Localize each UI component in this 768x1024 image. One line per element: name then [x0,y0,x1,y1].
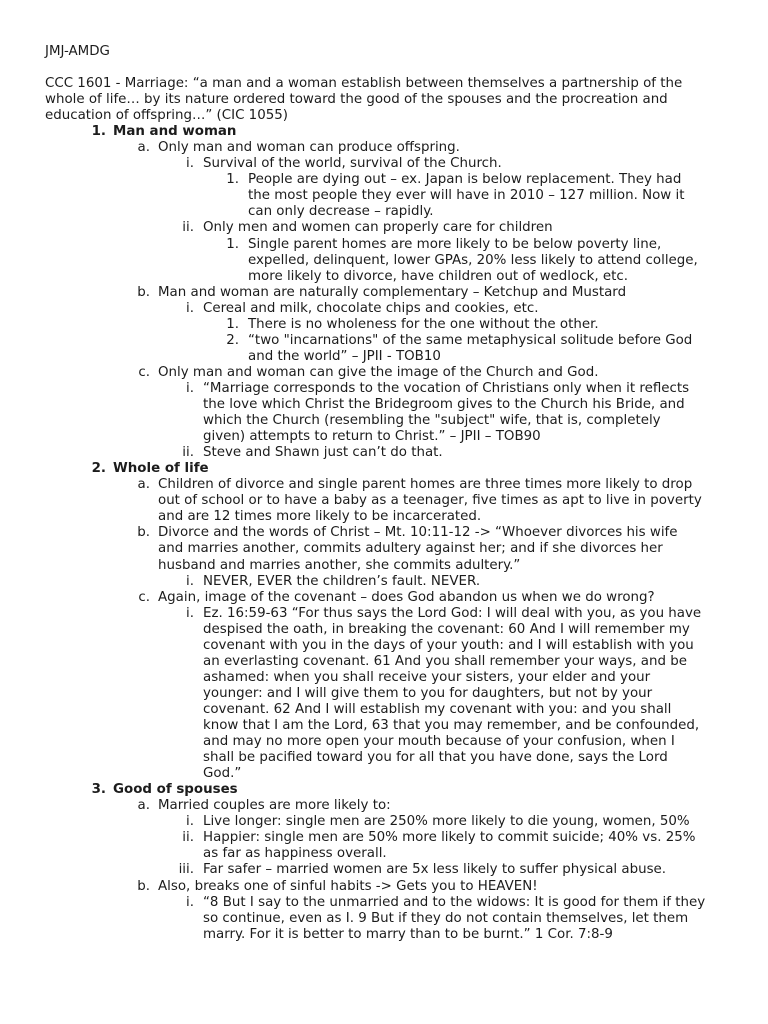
list-marker: i. [186,380,194,396]
list-item-text: the love which Christ the Bridegroom gives to the Church his Bride, and [203,397,685,412]
list-marker: i. [186,894,194,910]
list-marker: 1. [226,236,239,252]
section-heading: Whole of life [113,461,209,477]
list-item-text: Only man and woman can give the image of the Church and God. [158,364,599,380]
list-item-text: Man and woman are naturally complementary – Ketchup and Mustard [158,284,627,300]
list-item-text: given) attempts to return to Christ.” – JPII – TOB90 [203,429,541,445]
list-item-text: expelled, delinquent, lower GPAs, 20% less likely to attend college, [248,252,698,268]
list-marker: iii. [178,862,194,878]
list-item-text: which the Church (resembling the "subject" wife, that is, completely [203,413,661,429]
list-item-text: “two "incarnations" of the same metaphysical solitude before God [248,332,693,348]
list-item-text: younger: and I will give them to you for daughters, but not by your [203,685,653,701]
list-item-text: the most people they ever will have in 2010 – 127 million. Now it [248,188,685,204]
list-marker: ii. [182,830,194,846]
list-item-text: Happier: single men are 50% more likely to commit suicide; 40% vs. 25% [203,830,696,846]
list-item-text: shall be pacified toward you for all that you have done, says the Lord [203,750,668,766]
list-item-text: more likely to divorce, have children out of wedlock, etc. [248,268,628,284]
list-item-text: can only decrease – rapidly. [248,204,434,220]
section-heading: Man and woman [113,124,237,140]
list-item-text: Single parent homes are more likely to be below poverty line, [248,236,662,252]
list-item-text: out of school or to have a baby as a teenager, five times as apt to live in poverty [158,493,702,509]
document-header: JMJ-AMDG [45,44,110,59]
list-marker: 2. [226,332,239,348]
list-item-text: Live longer: single men are 250% more likely to die young, women, 50% [203,814,690,830]
list-marker: b. [137,525,150,541]
intro-line: whole of life… by its nature ordered toward the good of the spouses and the procreation and [45,92,668,108]
list-item-text: Ez. 16:59-63 “For thus says the Lord God: I will deal with you, as you have [203,605,702,621]
intro-line: education of offspring…” (CIC 1055) [45,108,288,124]
list-item-text: Again, image of the covenant – does God abandon us when we do wrong? [158,589,655,605]
list-item-text: Steve and Shawn just can’t do that. [203,445,443,461]
list-item-text: and the world” – JPII - TOB10 [248,348,441,364]
list-marker: 2. [91,461,106,477]
list-marker: i. [186,605,194,621]
list-item-text: so continue, even as I. 9 But if they do not contain themselves, let them [203,910,689,926]
list-marker: b. [137,284,150,300]
list-marker: a. [137,477,150,493]
list-marker: i. [186,300,194,316]
list-item-text: marry. For it is better to marry than to be burnt.” 1 Cor. 7:8-9 [203,926,613,942]
list-item-text: and marries another, commits adultery against her; and if she divorces her [158,541,663,557]
list-item-text: “Marriage corresponds to the vocation of Christians only when it reflects [203,380,690,396]
intro-line: CCC 1601 - Marriage: “a man and a woman establish between themselves a partnership of the [45,76,683,91]
list-marker: 1. [91,124,106,140]
list-item-text: Also, breaks one of sinful habits -> Gets you to HEAVEN! [158,878,538,894]
list-item-text: ashamed: when you shall receive your sisters, your elder and your [203,669,651,685]
list-marker: ii. [182,220,194,236]
list-item-text: Only man and woman can produce offspring. [158,140,460,156]
list-marker: a. [137,140,150,156]
list-item-text: Survival of the world, survival of the Church. [203,156,502,172]
list-marker: ii. [182,445,194,461]
list-item-text: God.” [203,766,242,782]
list-item-text: NEVER, EVER the children’s fault. NEVER. [203,573,481,589]
list-item-text: know that I am the Lord, 63 that you may remember, and be confounded, [203,718,700,733]
list-item-text: Only men and women can properly care for children [203,220,553,236]
section-heading: Good of spouses [113,782,238,798]
list-item-text: Cereal and milk, chocolate chips and cookies, etc. [203,300,539,316]
list-item-text: People are dying out – ex. Japan is below replacement. They had [248,172,682,188]
list-item-text: husband and marries another, she commits adultery.” [158,557,521,573]
list-marker: b. [137,878,150,894]
list-marker: a. [137,798,150,814]
list-marker: i. [186,814,194,830]
list-marker: i. [186,573,194,589]
list-item-text: despised the oath, in breaking the covenant: 60 And I will remember my [203,621,690,637]
list-item-text: Married couples are more likely to: [158,798,391,814]
list-item-text: and are 12 times more likely to be incarcerated. [158,509,482,525]
list-marker: 1. [226,172,239,188]
list-item-text: Children of divorce and single parent homes are three times more likely to drop [158,477,693,493]
list-item-text: Divorce and the words of Christ – Mt. 10:11-12 -> “Whoever divorces his wife [158,525,678,541]
list-marker: c. [138,589,150,605]
list-item-text: covenant with you in the days of your youth: and I will establish with you [203,637,694,653]
list-item-text: Far safer – married women are 5x less likely to suffer physical abuse. [203,862,667,878]
list-item-text: covenant. 62 And I will establish my covenant with you: and you shall [203,701,672,717]
list-marker: c. [138,364,150,380]
list-marker: 3. [91,782,106,798]
list-item-text: There is no wholeness for the one without the other. [248,316,599,332]
list-marker: 1. [226,316,239,332]
list-item-text: as far as happiness overall. [203,846,387,862]
list-item-text: an everlasting covenant. 61 And you shall remember your ways, and be [203,653,687,669]
list-marker: i. [186,156,194,172]
list-item-text: and may no more open your mouth because of your confusion, when I [203,734,675,750]
list-item-text: “8 But I say to the unmarried and to the widows: It is good for them if they [203,894,706,910]
